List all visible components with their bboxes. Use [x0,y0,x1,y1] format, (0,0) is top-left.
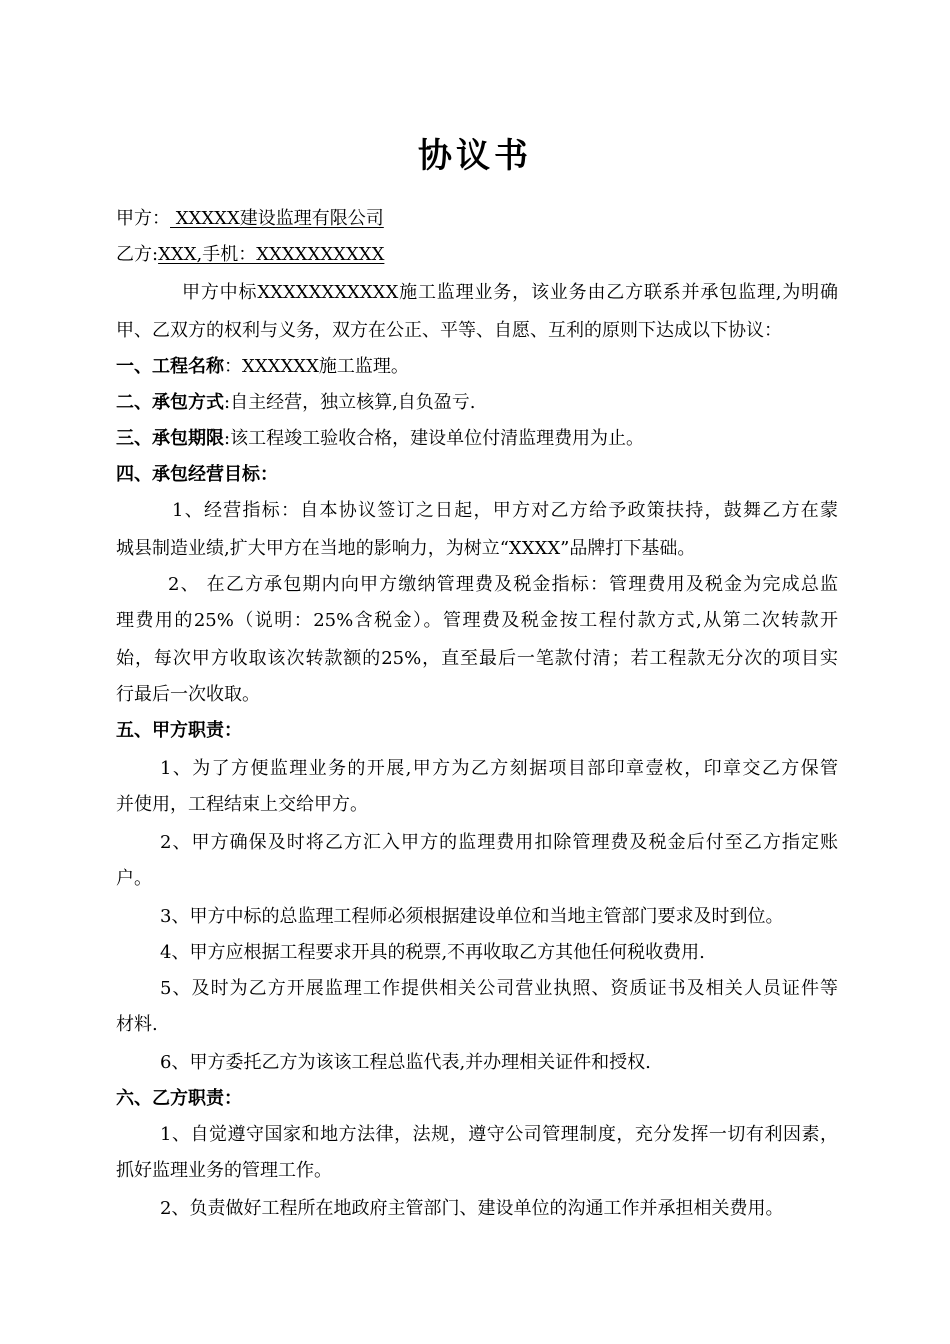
section-2-contract-mode [116,390,838,416]
section-5-item-5-line-1: 5、及时为乙方开展监理工作提供相关公司营业执照、资质证书及相关人员证件等 [160,978,838,999]
section-4-item-2-line-1: 2、 在乙方承包期内向甲方缴纳管理费及税金指标：管理费用及税金为完成总监 [168,574,838,595]
section-5-item-4: 4、甲方应根据工程要求开具的税票,不再收取乙方其他任何税收费用. [160,942,705,963]
section-3-contract-period [116,426,838,452]
party-a-line [116,206,838,232]
section-1-text: ：XXXXXX施工监理。 [224,356,409,377]
party-b-label: 乙方: [116,244,159,265]
section-5-heading: 五、甲方职责： [116,720,242,741]
section-4-item-2-line-3: 始，每次甲方收取该次转款额的25%，直至最后一笔款付清；若工程款无分次的项目实 [116,648,838,669]
section-6-heading: 六、乙方职责： [116,1088,242,1109]
intro-line-1: 甲方中标XXXXXXXXXXX施工监理业务，该业务由乙方联系并承包监理,为明确 [182,282,838,303]
section-6-item-1-line-1: 1、自觉遵守国家和地方法律，法规，遵守公司管理制度，充分发挥一切有利因素， [160,1124,838,1145]
section-5-item-3: 3、甲方中标的总监理工程师必须根据建设单位和当地主管部门要求及时到位。 [160,906,784,927]
party-b-contact: XXX,手机：XXXXXXXXXX [158,244,385,265]
section-5-item-2-line-2: 户。 [116,868,152,889]
section-1-project-name [116,354,838,380]
section-5-item-5-line-2: 材料. [116,1014,158,1035]
document-title: 协议书 [418,136,532,176]
party-a-name: XXXXX建设监理有限公司 [170,208,384,229]
section-4-heading: 四、承包经营目标： [116,464,278,485]
section-4-item-1-line-2: 城县制造业绩,扩大甲方在当地的影响力，为树立“XXXX”品牌打下基础。 [116,538,696,559]
section-5-item-1-line-2: 并使用，工程结束上交给甲方。 [116,794,368,815]
section-4-item-2-line-4: 行最后一次收取。 [116,684,260,705]
section-2-heading: 二、承包方式 [116,392,224,413]
section-5-item-2-line-1: 2、甲方确保及时将乙方汇入甲方的监理费用扣除管理费及税金后付至乙方指定账 [160,832,838,853]
intro-line-2: 甲、乙双方的权利与义务，双方在公正、平等、自愿、互利的原则下达成以下协议： [116,320,782,341]
section-4-item-1-line-1: 1、经营指标：自本协议签订之日起，甲方对乙方给予政策扶持，鼓舞乙方在蒙 [172,500,838,521]
section-5-item-1-line-1: 1、为了方便监理业务的开展,甲方为乙方刻据项目部印章壹枚，印章交乙方保管 [160,758,838,779]
section-3-heading: 三、承包期限 [116,428,224,449]
section-1-heading: 一、工程名称 [116,356,224,377]
party-a-label: 甲方： [116,208,170,229]
section-2-text: :自主经营，独立核算,自负盈亏. [224,392,476,413]
section-3-text: :该工程竣工验收合格，建设单位付清监理费用为止。 [224,428,645,449]
section-6-item-2: 2、负责做好工程所在地政府主管部门、建设单位的沟通工作并承担相关费用。 [160,1198,784,1219]
section-4-item-2-line-2: 理费用的25%（说明：25%含税金）。管理费及税金按工程付款方式,从第二次转款开 [116,610,838,631]
section-5-item-6: 6、甲方委托乙方为该该工程总监代表,并办理相关证件和授权. [160,1052,651,1073]
section-6-item-1-line-2: 抓好监理业务的管理工作。 [116,1160,332,1181]
party-b-line [116,242,838,268]
